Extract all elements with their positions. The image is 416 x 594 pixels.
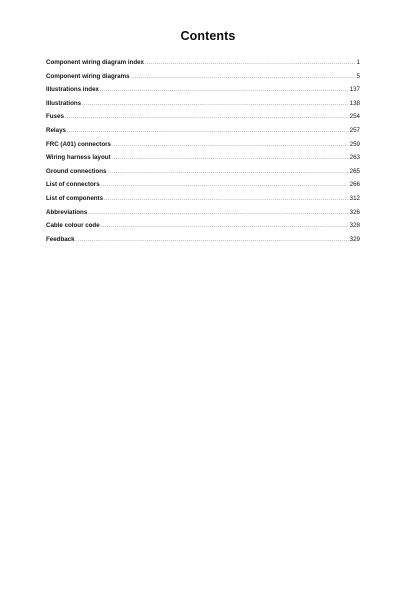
toc-entry-page: 326 [349,208,360,216]
toc-entry-label: Component wiring diagrams [46,72,130,80]
dot-leader [100,84,349,97]
table-of-contents [46,56,360,246]
toc-entry-label: List of components [46,194,104,202]
page-title: Contents [180,29,236,43]
dot-leader [112,152,349,165]
toc-entry-page: 328 [349,222,360,230]
toc-entry-label: Ground connections [46,167,107,175]
toc-entry[interactable] [46,178,360,192]
dot-leader [112,139,349,152]
toc-entry[interactable] [46,70,360,84]
toc-entry-label: Illustrations index [46,86,99,94]
toc-entry-page: 259 [349,140,360,148]
toc-entry[interactable] [46,138,360,152]
toc-entry-page: 263 [349,154,360,162]
dot-leader [104,193,349,206]
dot-leader [101,179,349,192]
toc-entry[interactable] [46,56,360,70]
toc-entry[interactable] [46,165,360,179]
dot-leader [67,125,349,138]
toc-entry-page: 265 [349,167,360,175]
dot-leader [108,166,349,179]
toc-entry-label: Cable colour code [46,222,100,230]
toc-entry-label: Illustrations [46,99,82,107]
dot-leader [131,71,356,84]
toc-entry-page: 1 [356,59,360,66]
toc-entry-page: 312 [349,194,360,202]
toc-entry-label: FRC (A01) connectors [46,140,111,148]
dot-leader [88,207,348,220]
toc-entry-label: Relays [46,126,66,134]
toc-entry[interactable] [46,233,360,247]
toc-entry-page: 137 [349,86,360,94]
toc-entry-page: 5 [356,72,360,80]
dot-leader [101,220,349,233]
toc-entry-label: Fuses [46,113,64,121]
toc-entry-page: 257 [349,126,360,134]
toc-entry-label: List of connectors [46,181,100,189]
toc-entry[interactable] [46,97,360,111]
toc-entry[interactable] [46,206,360,220]
dot-leader [82,98,349,111]
toc-entry-page: 329 [349,235,360,243]
dot-leader [76,234,349,247]
toc-entry-label: Component wiring diagram index [46,59,144,66]
toc-entry-page: 266 [349,181,360,189]
toc-entry[interactable] [46,124,360,138]
toc-entry-label: Abbreviations [46,208,88,216]
toc-entry[interactable] [46,110,360,124]
toc-entry-label: Feedback [46,235,75,243]
dot-leader [65,111,349,124]
toc-entry-page: 138 [349,99,360,107]
toc-entry[interactable] [46,219,360,233]
toc-entry[interactable] [46,192,360,206]
toc-entry[interactable] [46,83,360,97]
toc-entry[interactable] [46,151,360,165]
toc-entry-page: 254 [349,113,360,121]
dot-leader [145,57,356,70]
toc-entry-label: Wiring harness layout [46,154,111,162]
